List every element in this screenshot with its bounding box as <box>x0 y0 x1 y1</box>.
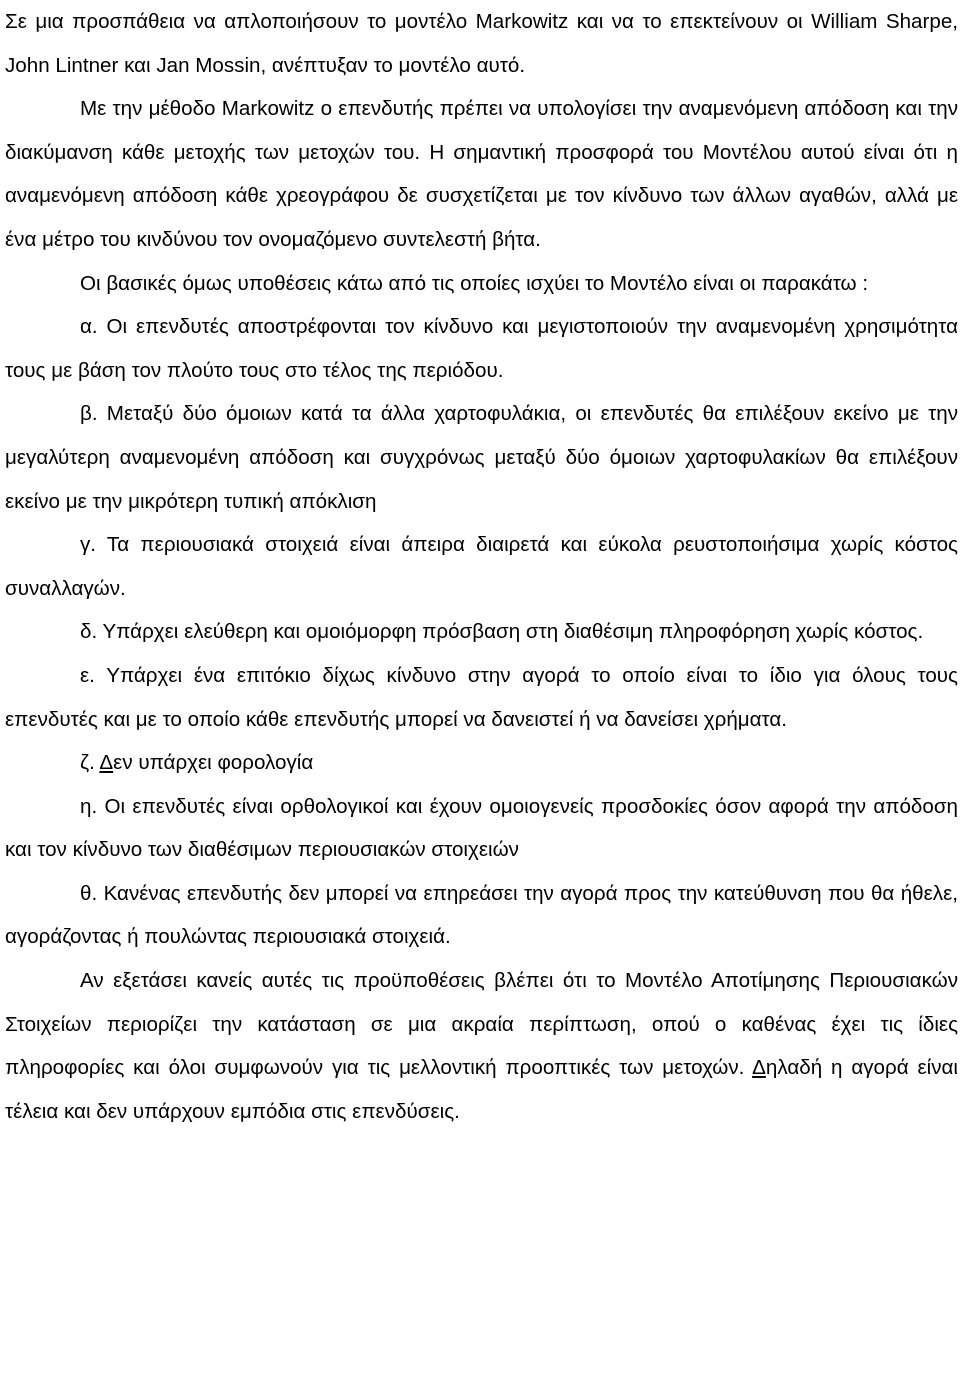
paragraph-assumptions-intro: Οι βασικές όμως υποθέσεις κάτω από τις οποίες ισχύει το Μοντέλο είναι οι παρακάτω : <box>80 271 869 295</box>
conclusion-before: Αν εξετάσει κανείς αυτές τις προϋποθέσεις βλέπει ότι το Μοντέλο Αποτίμησης Περιουσιακών Στοιχείων περιορίζει την κατάσταση σε μια ακραία περίπτωση, οπού ο καθένας έχει τις ίδιες πληροφορίες και όλοι συμφωνούν για τις μελλοντική προοπτικές των μετοχών. <box>5 969 958 1080</box>
assumption-eta: η. Οι επενδυτές είναι ορθολογικοί και έχουν ομοιογενείς προσδοκίες όσον αφορά την απόδοση και τον κίνδυνο των διαθέσιμων περιουσιακών στοιχειών <box>5 794 958 862</box>
paragraph-markowitz-method: Με την μέθοδο Markowitz ο επενδυτής πρέπει να υπολογίσει την αναμενόμενη απόδοση και την διακύμανση κάθε μετοχής των μετοχών του. Η σημαντική προσφορά του Μοντέλου αυτού είναι ότι η αναμενόμενη απόδοση κάθε χρεογράφου δε συσχετίζεται με τον κίνδυνο των άλλων αγαθών, αλλά με ένα μέτρο του κινδύνου τον ονομαζόμενο συντελεστή βήτα. <box>5 97 958 251</box>
assumption-epsilon: ε. Υπάρχει ένα επιτόκιο δίχως κίνδυνο στην αγορά το οποίο είναι το ίδιο για όλους τους επενδυτές και με το οποίο κάθε επενδυτής μπορεί να δανειστεί ή να δανείσει χρήματα. <box>5 663 958 731</box>
assumption-gamma: γ. Τα περιουσιακά στοιχειά είναι άπειρα διαιρετά και εύκολα ρευστοποιήσιμα χωρίς κόστος συναλλαγών. <box>5 533 958 600</box>
conclusion-underlined: Δ <box>752 1056 766 1080</box>
conclusion-after: ηλαδή η αγορά είναι τέλεια και δεν υπάρχουν εμπόδια στις επενδύσεις. <box>5 1056 958 1123</box>
assumption-delta: δ. Υπάρχει ελεύθερη και ομοιόμορφη πρόσβαση στη διαθέσιμη πληροφόρηση χωρίς κόστος. <box>80 620 924 644</box>
assumption-zeta-underlined: Δ <box>99 751 114 775</box>
assumption-zeta-prefix: ζ. <box>80 751 100 775</box>
assumption-theta: θ. Κανένας επενδυτής δεν μπορεί να επηρεάσει την αγορά προς την κατεύθυνση που θα ήθελε, αγοράζοντας ή πουλώντας περιουσιακά στοιχειά. <box>5 881 958 949</box>
assumption-alpha: α. Οι επενδυτές αποστρέφονται τον κίνδυνο και μεγιστοποιούν την αναμενομένη χρησιμότητα τους με βάση τον πλούτο τους στο τέλος της περιόδου. <box>5 315 958 382</box>
paragraph-conclusion <box>5 959 958 1133</box>
assumption-zeta <box>5 741 958 785</box>
document-page <box>5 0 958 1133</box>
paragraph-intro: Σε μια προσπάθεια να απλοποιήσουν το μοντέλο Markowitz και να το επεκτείνουν οι William Sharpe, John Lintner και Jan Mossin, ανέπτυξαν το μοντέλο αυτό. <box>5 10 958 77</box>
assumption-zeta-rest: εν υπάρχει φορολογία <box>113 751 314 775</box>
assumption-beta: β. Μεταξύ δύο όμοιων κατά τα άλλα χαρτοφυλάκια, οι επενδυτές θα επιλέξουν εκείνο με την μεγαλύτερη αναμενομένη απόδοση και συγχρόνως μεταξύ δύο όμοιων χαρτοφυλακίων θα επιλέξουν εκείνο με την μικρότερη τυπική απόκλιση <box>5 402 958 513</box>
